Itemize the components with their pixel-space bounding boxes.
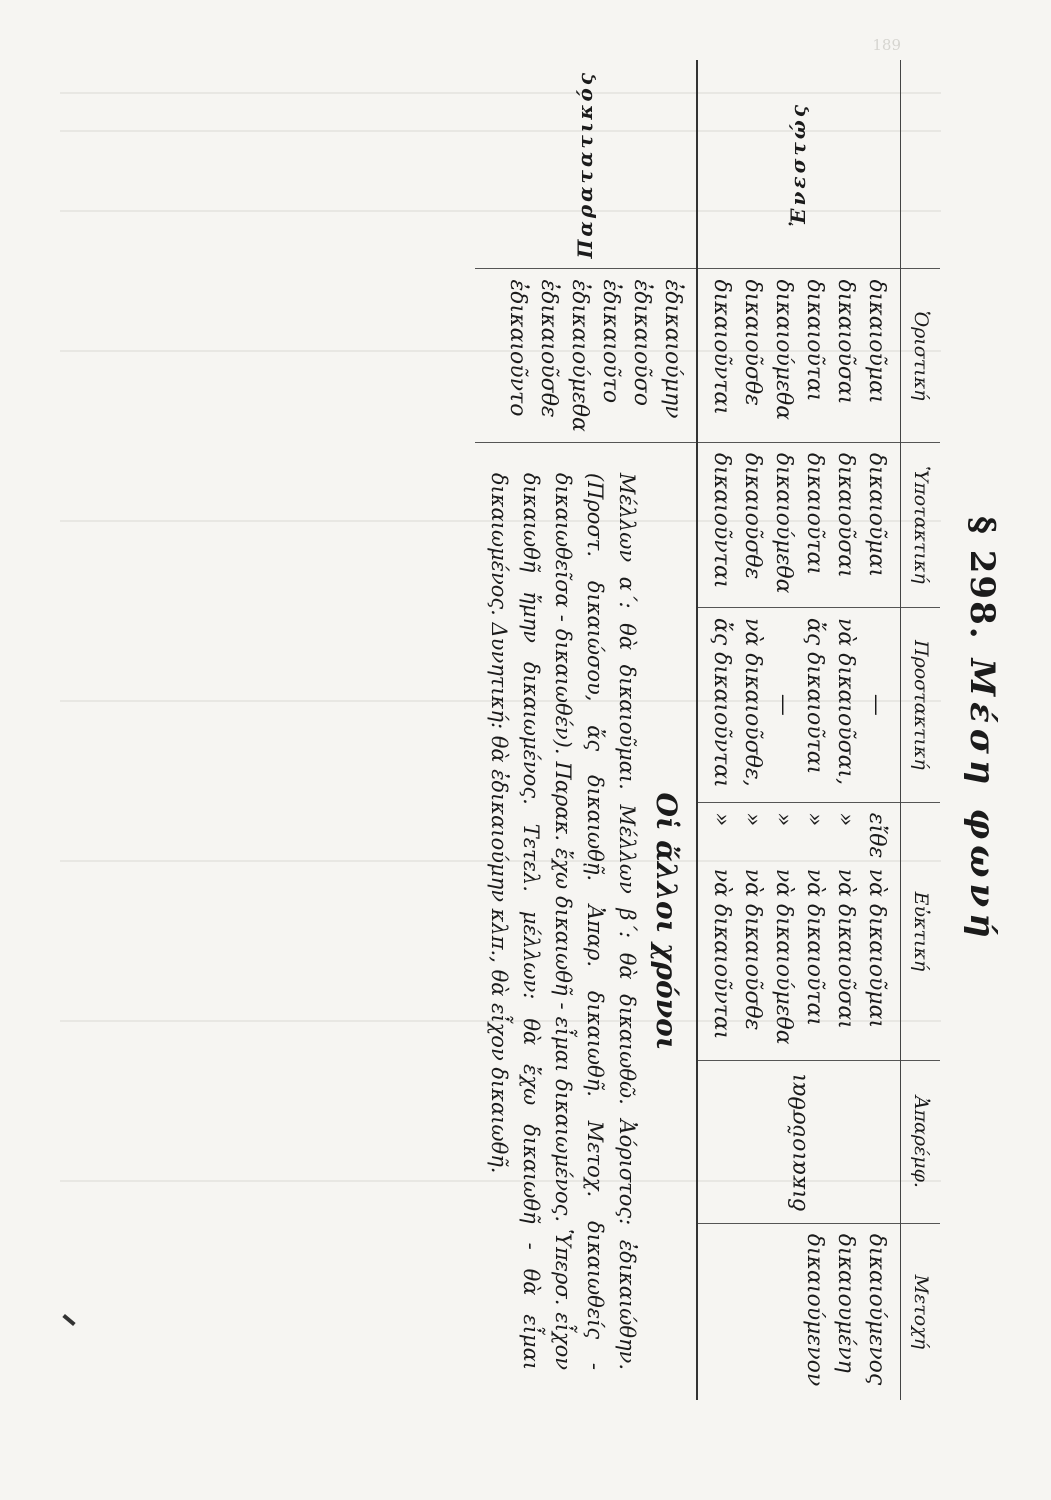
form: δικαιοῦνται bbox=[709, 452, 734, 589]
form: δικαιοῦνται bbox=[709, 279, 734, 415]
col-imperative: Προστακτική bbox=[901, 608, 941, 803]
other-tenses-cell bbox=[475, 442, 697, 1400]
form: δικαιουμένη bbox=[833, 1233, 858, 1373]
optative-prefix: » bbox=[771, 812, 796, 827]
page-number: 189 bbox=[872, 36, 901, 54]
form: δικαιοῦσθε bbox=[740, 279, 765, 406]
present-infinitive bbox=[697, 1061, 901, 1224]
form: νὰ δικαιοῦσαι, bbox=[833, 618, 858, 786]
header-row bbox=[901, 60, 941, 1400]
col-optative: Εὐκτική bbox=[901, 802, 941, 1060]
form: δικαιούμεθα bbox=[771, 279, 796, 421]
present-imperative bbox=[697, 608, 901, 803]
form: νὰ δικαιοῦσθε, bbox=[740, 618, 765, 787]
optative-prefix: » bbox=[802, 812, 827, 827]
form: — bbox=[864, 693, 889, 716]
form: δικαιοῦται bbox=[802, 452, 827, 575]
form bbox=[737, 813, 768, 1050]
form bbox=[799, 813, 830, 1050]
section-number: § 298. bbox=[962, 516, 1002, 641]
rotated-table-sheet bbox=[190, 60, 1010, 1400]
form: — bbox=[771, 693, 796, 716]
imperfect-label-cell bbox=[475, 60, 697, 269]
section-title bbox=[962, 60, 1002, 1400]
optative-prefix: » bbox=[709, 812, 734, 827]
present-optative bbox=[697, 802, 901, 1060]
form: δικαιοῦσαι bbox=[833, 452, 858, 578]
optative-form: νὰ δικαιοῦμαι bbox=[864, 868, 889, 1029]
form bbox=[830, 813, 861, 1050]
optative-prefix: » bbox=[740, 812, 765, 827]
section-heading: Μέση φωνή bbox=[962, 658, 1002, 944]
form bbox=[706, 813, 737, 1050]
form: ἐδικαιοῦσθε bbox=[536, 279, 561, 418]
form: ἐδικαιούμεθα bbox=[567, 279, 592, 432]
form: δικαιοῦται bbox=[802, 279, 827, 402]
imperfect-indicative bbox=[475, 269, 697, 442]
form: δικαιούμενον bbox=[802, 1233, 827, 1387]
present-row bbox=[697, 60, 901, 1400]
form: δικαιοῦσθε bbox=[740, 452, 765, 580]
form: δικαιοῦμαι bbox=[864, 279, 889, 404]
optative-form: νὰ δικαιοῦνται bbox=[709, 868, 734, 1040]
form: δικαιοῦσαι bbox=[833, 279, 858, 405]
col-participle: Μετοχή bbox=[901, 1223, 941, 1400]
form bbox=[768, 813, 799, 1050]
col-subjunctive: Ὑποτακτική bbox=[901, 442, 941, 607]
col-infinitive: Ἀπαρέμφ. bbox=[901, 1061, 941, 1224]
optative-prefix: » bbox=[833, 812, 858, 827]
imperfect-label: Παρατατικός bbox=[573, 70, 597, 259]
form: δικαιούμεθα bbox=[771, 452, 796, 594]
present-indicative bbox=[697, 269, 901, 442]
other-tenses-title: Οἱ ἄλλοι χρόνοι bbox=[650, 792, 683, 1051]
optative-form: νὰ δικαιοῦται bbox=[802, 868, 827, 1027]
present-subjunctive bbox=[697, 442, 901, 607]
form: ἄς δικαιοῦνται bbox=[709, 618, 734, 788]
form: ἐδικαιοῦτο bbox=[598, 279, 623, 404]
optative-prefix: εἴθε bbox=[864, 812, 889, 859]
present-participle bbox=[697, 1223, 901, 1400]
optative-form: νὰ δικαιοῦσθε bbox=[740, 868, 765, 1031]
present-label: Ἐνεστώς bbox=[786, 101, 811, 227]
form: ἐδικαιοῦσο bbox=[629, 279, 654, 406]
form: ἄς δικαιοῦται bbox=[802, 618, 827, 775]
imperfect-row bbox=[475, 60, 697, 1400]
col-indicative: Ὁριστική bbox=[901, 269, 941, 442]
optative-form: νὰ δικαιούμεθα bbox=[771, 868, 796, 1045]
form: δικαιοῦμαι bbox=[864, 452, 889, 578]
other-tenses-text: Μέλλων α΄: θὰ δικαιοῦμαι. Μέλλων β΄: θὰ δικαιωθῶ. Ἀόριστος: ἐδικαιώθην. (Προστ. δικαιώσου, ἄς δικαιωθῇ. Ἀπαρ. δικαιωθῆ. Μετοχ. δικαιωθείς - δικαιωθεῖσα - δικαιωθέν). Παρακ. ἔχω δικαιωθῆ - εἶμαι δικαιωμένος. Ὑπερσ. εἶχον δικαιωθῆ ἤμην δικαιωμένος. Τετελ. μέλλων: θὰ ἔχω δικαιωθῆ - θὰ εἶμαι δικαιωμένος. Δυνητική: θὰ ἐδικαιούμην κλπ., θὰ εἶχον δικαιωθῆ. bbox=[487, 472, 639, 1370]
present-label-cell bbox=[697, 60, 901, 269]
form: ἐδικαιοῦντο bbox=[505, 279, 530, 417]
optative-form: νὰ δικαιοῦσαι bbox=[833, 868, 858, 1029]
form bbox=[861, 813, 892, 1050]
pencil-mark bbox=[62, 1314, 75, 1326]
form: ἐδικαιούμην bbox=[660, 279, 685, 419]
conjugation-table bbox=[475, 60, 940, 1400]
infinitive-form: δικαιοῦσθαι bbox=[786, 1072, 812, 1211]
form: δικαιούμενος bbox=[864, 1233, 889, 1386]
